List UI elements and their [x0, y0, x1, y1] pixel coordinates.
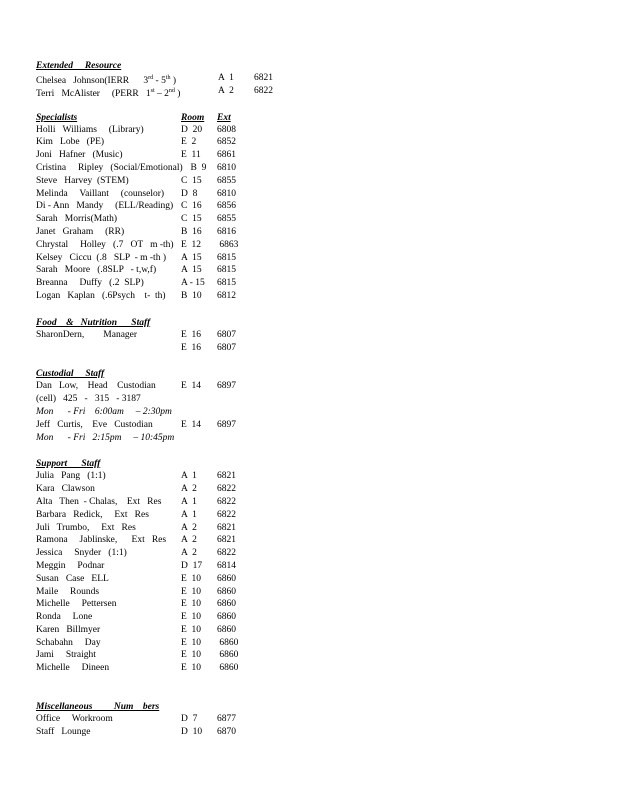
- specialists-ext: 6863: [217, 239, 239, 250]
- food-ext: 6807: [217, 329, 236, 340]
- support-ext: 6814: [217, 560, 236, 571]
- support-name: Kara Clawson: [36, 484, 95, 495]
- support-ext: 6860: [217, 599, 236, 610]
- support-room: E 10: [181, 573, 202, 584]
- support-row: [36, 662, 596, 675]
- specialists-name: Logan Kaplan (.6Psych t- th): [36, 290, 166, 301]
- misc-row: [36, 713, 596, 726]
- extended-ext: 6821: [254, 73, 273, 83]
- support-row: [36, 496, 596, 509]
- food-nutrition-heading: Food & Nutrition Staff: [36, 317, 151, 328]
- support-row: [36, 611, 596, 624]
- specialists-ext: 6856: [217, 201, 236, 212]
- extended-sup-b: nd: [168, 87, 175, 94]
- support-name: Jami Straight: [36, 650, 96, 661]
- specialists-name: Sarah Moore (.8SLP - t,w,f): [36, 265, 157, 276]
- extended-sup-a: rd: [148, 75, 154, 81]
- support-name: Michelle Dineen: [36, 663, 110, 674]
- specialists-row: [36, 200, 596, 213]
- support-row: [36, 509, 596, 522]
- specialists-ext: 6816: [217, 226, 236, 237]
- extended-row: [36, 85, 596, 98]
- extended-name-a: Chelsea Johnson(IERR 3: [36, 76, 149, 87]
- support-row: [36, 598, 596, 611]
- support-name: Juli Trumbo, Ext Res: [36, 522, 136, 533]
- support-ext: 6860: [217, 663, 239, 674]
- support-ext: 6860: [217, 612, 236, 623]
- specialists-section: [36, 112, 596, 303]
- specialists-row: [36, 175, 596, 188]
- extended-resource-section: [36, 60, 596, 98]
- misc-ext: 6870: [217, 726, 236, 737]
- specialists-row: [36, 124, 596, 137]
- support-row: [36, 573, 596, 586]
- misc-name: Office Workroom: [36, 714, 113, 725]
- support-name: Maile Rounds: [36, 586, 100, 597]
- support-name: Michelle Pettersen: [36, 599, 117, 610]
- support-row: [36, 649, 596, 662]
- specialists-row: [36, 239, 596, 252]
- extended-name-b: – 2: [154, 88, 169, 99]
- extended-row: [36, 72, 596, 85]
- food-row: [36, 329, 596, 342]
- custodial-row: [36, 432, 596, 445]
- specialists-ext: 6855: [217, 175, 236, 186]
- support-ext: 6822: [217, 496, 236, 507]
- misc-numbers-section: [36, 701, 596, 739]
- support-room: E 10: [181, 637, 202, 648]
- specialists-row: [36, 162, 596, 175]
- support-room: E 10: [181, 599, 202, 610]
- support-row: [36, 624, 596, 637]
- support-name: Ronda Lone: [36, 612, 93, 623]
- support-name: Barbara Redick, Ext Res: [36, 509, 149, 520]
- room-column-header: Room: [181, 112, 205, 123]
- specialists-ext: 6808: [217, 124, 236, 135]
- specialists-row: [36, 188, 596, 201]
- support-staff-heading: Support Staff: [36, 459, 101, 470]
- support-row: [36, 483, 596, 496]
- specialists-row: [36, 277, 596, 290]
- food-nutrition-section: [36, 317, 596, 355]
- specialists-name: Janet Graham (RR): [36, 226, 125, 237]
- custodial-ext: 6897: [217, 419, 236, 430]
- specialists-ext: 6815: [217, 278, 236, 289]
- support-ext: 6821: [217, 535, 236, 546]
- specialists-room: D 20: [181, 124, 203, 135]
- support-name: Julia Pang (1:1): [36, 471, 106, 482]
- directory-document: [36, 60, 596, 753]
- food-name: SharonDern, Manager: [36, 329, 138, 340]
- support-room: D 17: [181, 560, 203, 571]
- custodial-section: [36, 368, 596, 444]
- support-row: [36, 560, 596, 573]
- support-room: A 2: [181, 548, 197, 559]
- support-ext: 6860: [217, 624, 236, 635]
- misc-room: D 10: [181, 726, 203, 737]
- specialists-room: E 11: [181, 150, 201, 161]
- specialists-name: Sarah Morris(Math): [36, 214, 117, 225]
- extended-name: [36, 85, 180, 101]
- specialists-name: Holli Williams (Library): [36, 124, 144, 135]
- specialists-row: [36, 264, 596, 277]
- specialists-room: A 15: [181, 252, 202, 263]
- specialists-room: C 16: [181, 201, 202, 212]
- specialists-row: [36, 252, 596, 265]
- food-room: E 16: [181, 342, 202, 353]
- extended-room: A 2: [218, 85, 234, 96]
- specialists-room: E 12: [181, 239, 202, 250]
- specialists-ext: 6812: [217, 290, 236, 301]
- specialists-room: B 9: [181, 162, 207, 173]
- custodial-name: Mon - Fri 2:15pm – 10:45pm: [36, 432, 175, 443]
- food-ext: 6807: [217, 342, 236, 353]
- specialists-name: Chrystal Holley (.7 OT m -th): [36, 239, 174, 250]
- specialists-name: Breanna Duffy (.2 SLP): [36, 278, 144, 289]
- extended-sup-b: th: [165, 75, 171, 81]
- extended-name-b: - 5: [153, 76, 166, 87]
- specialists-ext: 6855: [217, 214, 236, 225]
- specialists-room: B 10: [181, 290, 202, 301]
- specialists-ext: 6810: [217, 162, 236, 173]
- support-row: [36, 586, 596, 599]
- specialists-ext: 6810: [217, 188, 236, 199]
- support-row: [36, 522, 596, 535]
- support-room: A 2: [181, 484, 197, 495]
- custodial-name: Dan Low, Head Custodian: [36, 381, 156, 392]
- misc-name: Staff Lounge: [36, 726, 91, 737]
- support-row: [36, 637, 596, 650]
- custodial-heading: Custodial Staff: [36, 369, 105, 380]
- support-name: Alta Then - Chalas, Ext Res: [36, 496, 162, 507]
- support-staff-section: [36, 458, 596, 675]
- support-row: [36, 547, 596, 560]
- support-room: E 10: [181, 586, 202, 597]
- specialists-ext: 6861: [217, 150, 236, 161]
- support-ext: 6860: [217, 637, 239, 648]
- custodial-room: E 14: [181, 419, 202, 430]
- specialists-row: [36, 290, 596, 303]
- support-room: A 1: [181, 471, 197, 482]
- support-row: [36, 470, 596, 483]
- custodial-name: (cell) 425 - 315 - 3187: [36, 394, 141, 405]
- custodial-row: [36, 380, 596, 393]
- support-row: [36, 534, 596, 547]
- support-room: E 10: [181, 663, 202, 674]
- specialists-room: A - 15: [181, 278, 205, 289]
- support-name: Meggin Podnar: [36, 560, 105, 571]
- extended-resource-heading: Extended Resource: [36, 61, 122, 71]
- specialists-name: Cristina Ripley (Social/Emotional): [36, 162, 183, 173]
- extended-name-c: ): [170, 76, 177, 87]
- support-ext: 6822: [217, 548, 236, 559]
- support-ext: 6860: [217, 586, 236, 597]
- support-ext: 6821: [217, 471, 236, 482]
- misc-room: D 7: [181, 714, 198, 725]
- specialists-heading: Specialists: [36, 112, 78, 123]
- specialists-name: Steve Harvey (STEM): [36, 175, 129, 186]
- specialists-ext: 6852: [217, 137, 236, 148]
- specialists-row: [36, 136, 596, 149]
- specialists-room: A 15: [181, 265, 202, 276]
- custodial-name: Jeff Curtis, Eve Custodian: [36, 419, 153, 430]
- misc-row: [36, 726, 596, 739]
- specialists-name: Di - Ann Mandy (ELL/Reading): [36, 201, 174, 212]
- extended-sup-a: st: [150, 87, 155, 94]
- support-room: E 10: [181, 624, 202, 635]
- support-name: Ramona Jablinske, Ext Res: [36, 535, 167, 546]
- custodial-row: [36, 419, 596, 432]
- support-ext: 6822: [217, 509, 236, 520]
- custodial-row: [36, 393, 596, 406]
- support-room: E 10: [181, 650, 202, 661]
- extended-name-c: ): [174, 88, 181, 99]
- support-name: Schabahn Day: [36, 637, 101, 648]
- extended-room: A 1: [218, 73, 234, 83]
- support-ext: 6860: [217, 650, 239, 661]
- support-name: Jessica Snyder (1:1): [36, 548, 127, 559]
- support-ext: 6821: [217, 522, 236, 533]
- support-room: A 2: [181, 522, 197, 533]
- support-ext: 6822: [217, 484, 236, 495]
- support-ext: 6860: [217, 573, 236, 584]
- support-room: A 1: [181, 496, 197, 507]
- support-name: Susan Case ELL: [36, 573, 109, 584]
- specialists-room: C 15: [181, 214, 202, 225]
- specialists-room: E 2: [181, 137, 197, 148]
- specialists-ext: 6815: [217, 252, 236, 263]
- support-room: A 2: [181, 535, 197, 546]
- specialists-row: [36, 226, 596, 239]
- specialists-ext: 6815: [217, 265, 236, 276]
- food-room: E 16: [181, 329, 202, 340]
- custodial-name: Mon - Fri 6:00am – 2:30pm: [36, 406, 172, 417]
- custodial-ext: 6897: [217, 381, 236, 392]
- food-row: [36, 342, 596, 355]
- extended-ext: 6822: [254, 85, 273, 96]
- specialists-name: Joni Hafner (Music): [36, 150, 123, 161]
- support-name: Karen Billmyer: [36, 624, 101, 635]
- specialists-row: [36, 149, 596, 162]
- specialists-room: D 8: [181, 188, 198, 199]
- support-room: A 1: [181, 509, 197, 520]
- custodial-room: E 14: [181, 381, 202, 392]
- misc-numbers-heading: Miscellaneous Num bers: [36, 702, 160, 713]
- specialists-row: [36, 213, 596, 226]
- extended-name-a: Terri McAlister (PERR 1: [36, 88, 151, 99]
- specialists-name: Melinda Vaillant (counselor): [36, 188, 165, 199]
- ext-column-header: Ext: [217, 112, 231, 123]
- specialists-name: Kelsey Ciccu (.8 SLP - m -th ): [36, 252, 166, 263]
- custodial-row: [36, 406, 596, 419]
- specialists-room: B 16: [181, 226, 202, 237]
- specialists-room: C 15: [181, 175, 202, 186]
- specialists-header-row: [36, 112, 596, 124]
- misc-ext: 6877: [217, 714, 236, 725]
- specialists-name: Kim Lobe (PE): [36, 137, 105, 148]
- support-room: E 10: [181, 612, 202, 623]
